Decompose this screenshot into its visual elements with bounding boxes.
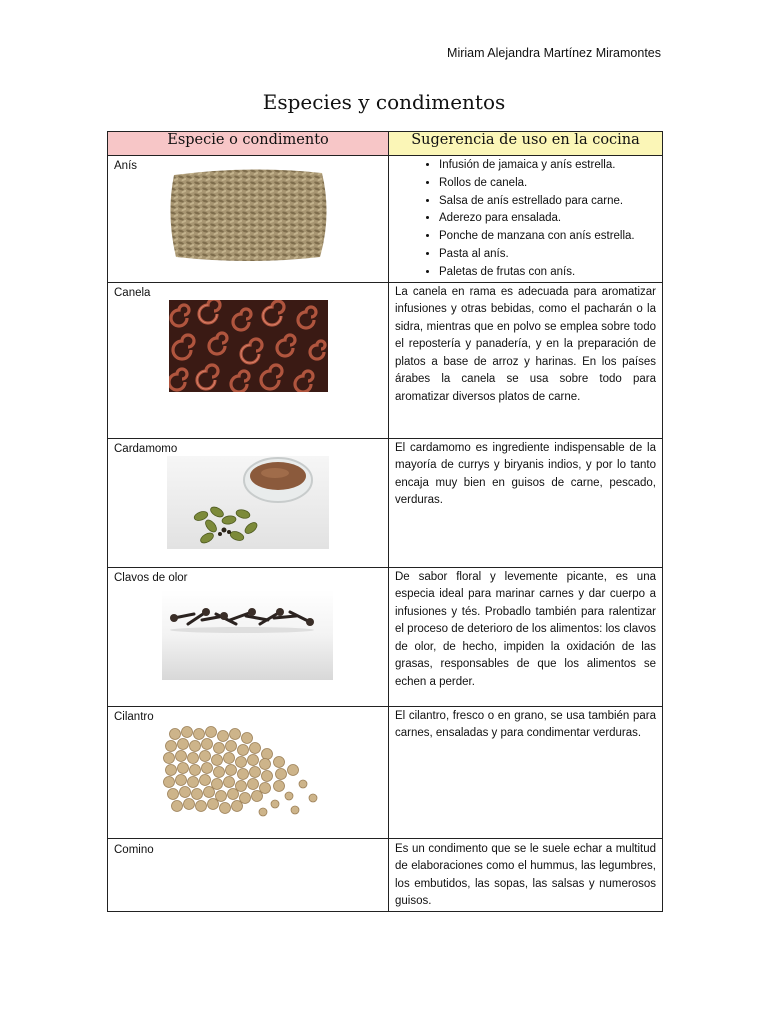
author-name: Miriam Alejandra Martínez Miramontes	[447, 46, 661, 60]
table-row	[108, 282, 663, 438]
list-item: • Paletas de frutas con anís.	[439, 264, 662, 282]
spice-name: Clavos de olor	[114, 571, 188, 584]
list-item: • Pasta al anís.	[439, 246, 662, 264]
table-row	[108, 156, 663, 283]
usage-text: La canela en rama es adecuada para aromatizar infusiones y otras bebidas, como el pacharán o la sidra, mientras que en polvo se emplea sobre todo el repostería y panadería, y en la preparación de platos a base de arroz y harinas. En los países árabes la canela se usa sobre todo para aromatizar diversos platos de carne.	[395, 285, 656, 403]
spice-name: Canela	[114, 286, 151, 299]
usage-text: De sabor floral y levemente picante, es una especia ideal para marinar carnes y dar cuerpo a infusiones y tés. Probadlo también para ralentizar el proceso de deterioro de los alimentos: los clavos de olor, de hecho, impiden la oxidación de las grasas, responsables de que los alimentos se echen a perder.	[395, 570, 656, 688]
table-row	[108, 438, 663, 567]
header-spice: Especie o condimento	[108, 132, 389, 156]
spice-name: Cardamomo	[114, 442, 178, 455]
list-item: • Infusión de jamaica y anís estrella.	[439, 157, 662, 175]
cinnamon-image	[169, 300, 328, 392]
header-usage: Sugerencia de uso en la cocina	[389, 132, 663, 156]
list-item: • Rollos de canela.	[439, 175, 662, 193]
usage-text: El cilantro, fresco o en grano, se usa también para carnes, ensaladas y para condimentar verduras.	[395, 709, 656, 740]
table-row	[108, 567, 663, 706]
list-item: • Ponche de manzana con anís estrella.	[439, 228, 662, 246]
cloves-image	[162, 590, 333, 680]
usage-text: Es un condimento que se le suele echar a multitud de elaboraciones como el hummus, las legumbres, los embutidos, las sopas, las salsas y numerosos guisos.	[395, 842, 656, 908]
cardamom-image	[167, 456, 329, 549]
anise-image	[170, 169, 328, 261]
list-item: • Aderezo para ensalada.	[439, 210, 662, 228]
spice-name: Cilantro	[114, 710, 154, 723]
list-item: • Salsa de anís estrellado para carne.	[439, 193, 662, 211]
usage-text: El cardamomo es ingrediente indispensable de la mayoría de currys y biryanis indios, y por lo tanto encaja muy bien en guisos de carne, pescado, verduras.	[395, 441, 656, 507]
spice-name: Comino	[114, 843, 154, 856]
coriander-image	[163, 724, 323, 822]
table-row	[108, 706, 663, 838]
usage-list	[389, 157, 662, 282]
table-row	[108, 838, 663, 911]
page-title: Especies y condimentos	[262, 90, 506, 114]
table-header-row	[108, 132, 663, 156]
spices-table	[107, 131, 663, 912]
spice-name: Anís	[114, 160, 138, 172]
